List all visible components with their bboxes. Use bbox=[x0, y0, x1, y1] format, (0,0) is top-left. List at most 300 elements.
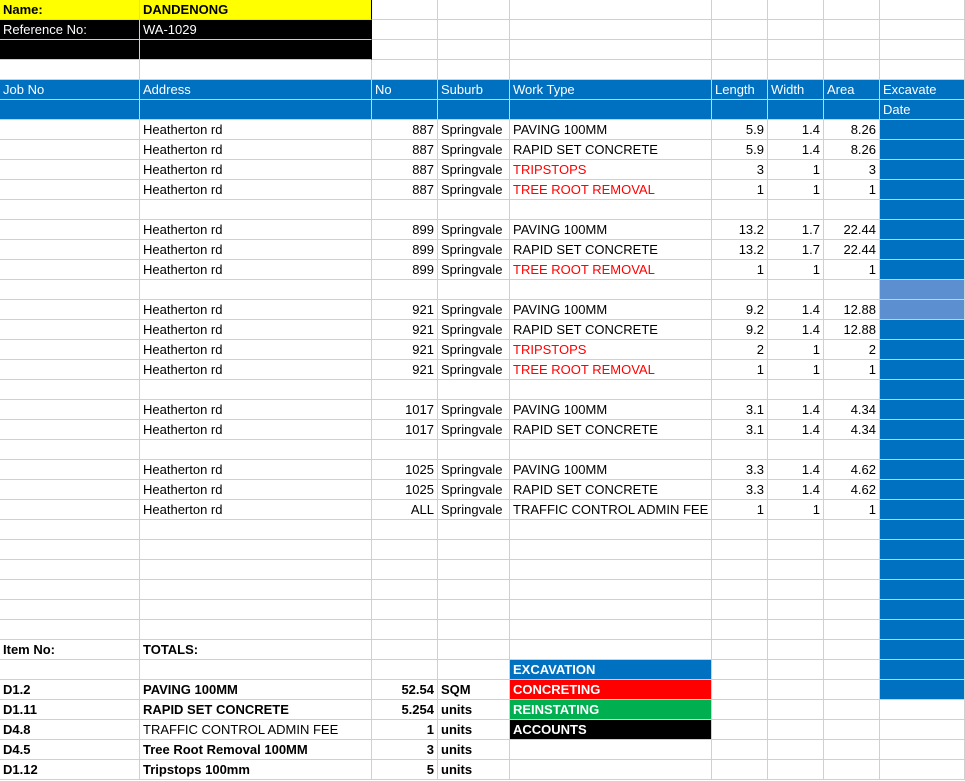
legend-concreting[interactable]: CONCRETING bbox=[510, 680, 712, 700]
empty-cell[interactable] bbox=[372, 40, 438, 60]
width-cell[interactable]: 1 bbox=[768, 260, 824, 280]
empty-cell[interactable] bbox=[712, 700, 768, 720]
length-cell[interactable]: 1 bbox=[712, 180, 768, 200]
street-no-cell[interactable]: 1025 bbox=[372, 480, 438, 500]
excavate-date-cell[interactable] bbox=[880, 300, 965, 320]
length-cell[interactable]: 2 bbox=[712, 340, 768, 360]
empty-cell[interactable] bbox=[712, 20, 768, 40]
excavate-date-cell[interactable] bbox=[880, 740, 965, 760]
excavate-date-cell[interactable] bbox=[880, 140, 965, 160]
empty-cell[interactable] bbox=[768, 560, 824, 580]
excavate-date-cell[interactable] bbox=[880, 120, 965, 140]
work-type-cell[interactable]: RAPID SET CONCRETE bbox=[510, 420, 712, 440]
empty-cell[interactable] bbox=[372, 60, 438, 80]
address-cell[interactable]: Heatherton rd bbox=[140, 320, 372, 340]
excavate-date-cell[interactable] bbox=[880, 560, 965, 580]
suburb-cell[interactable]: Springvale bbox=[438, 220, 510, 240]
empty-cell[interactable] bbox=[712, 540, 768, 560]
suburb-cell[interactable]: Springvale bbox=[438, 320, 510, 340]
empty-cell[interactable] bbox=[880, 20, 965, 40]
empty-cell[interactable] bbox=[824, 600, 880, 620]
empty-cell[interactable] bbox=[372, 20, 438, 40]
length-cell[interactable]: 3.1 bbox=[712, 400, 768, 420]
street-no-cell[interactable]: 921 bbox=[372, 300, 438, 320]
suburb-cell[interactable]: Springvale bbox=[438, 480, 510, 500]
empty-cell[interactable] bbox=[824, 520, 880, 540]
job-no-cell[interactable] bbox=[0, 300, 140, 320]
empty-cell[interactable] bbox=[372, 640, 438, 660]
empty-cell[interactable] bbox=[768, 280, 824, 300]
length-cell[interactable]: 1 bbox=[712, 260, 768, 280]
empty-cell[interactable] bbox=[768, 720, 824, 740]
empty-cell[interactable] bbox=[372, 620, 438, 640]
empty-cell[interactable] bbox=[140, 440, 372, 460]
header-suburb[interactable]: Suburb bbox=[438, 80, 510, 100]
excavate-date-cell[interactable] bbox=[880, 620, 965, 640]
suburb-cell[interactable]: Springvale bbox=[438, 260, 510, 280]
empty-cell[interactable] bbox=[824, 20, 880, 40]
empty-cell[interactable] bbox=[510, 620, 712, 640]
length-cell[interactable]: 5.9 bbox=[712, 120, 768, 140]
area-cell[interactable]: 1 bbox=[824, 260, 880, 280]
address-cell[interactable]: Heatherton rd bbox=[140, 500, 372, 520]
work-type-cell[interactable]: PAVING 100MM bbox=[510, 460, 712, 480]
address-cell[interactable]: Heatherton rd bbox=[140, 460, 372, 480]
excavate-date-cell[interactable] bbox=[880, 340, 965, 360]
empty-cell[interactable] bbox=[712, 600, 768, 620]
excavate-date-cell[interactable] bbox=[880, 240, 965, 260]
street-no-cell[interactable]: 887 bbox=[372, 120, 438, 140]
empty-cell[interactable] bbox=[372, 540, 438, 560]
empty-cell[interactable] bbox=[438, 440, 510, 460]
job-no-cell[interactable] bbox=[0, 400, 140, 420]
address-cell[interactable]: Heatherton rd bbox=[140, 420, 372, 440]
total-unit[interactable]: units bbox=[438, 740, 510, 760]
empty-cell[interactable] bbox=[768, 580, 824, 600]
empty-cell[interactable] bbox=[824, 720, 880, 740]
totals-label[interactable]: TOTALS: bbox=[140, 640, 372, 660]
suburb-cell[interactable]: Springvale bbox=[438, 400, 510, 420]
header-job-no[interactable]: Job No bbox=[0, 80, 140, 100]
empty-cell[interactable] bbox=[880, 0, 965, 20]
excavate-date-cell[interactable] bbox=[880, 540, 965, 560]
empty-cell[interactable] bbox=[140, 620, 372, 640]
empty-cell[interactable] bbox=[768, 700, 824, 720]
job-no-cell[interactable] bbox=[0, 360, 140, 380]
job-no-cell[interactable] bbox=[0, 120, 140, 140]
empty-cell[interactable] bbox=[438, 20, 510, 40]
total-unit[interactable]: SQM bbox=[438, 680, 510, 700]
empty-cell[interactable] bbox=[140, 200, 372, 220]
empty-cell[interactable] bbox=[140, 540, 372, 560]
empty-cell[interactable] bbox=[0, 660, 140, 680]
empty-cell[interactable] bbox=[712, 740, 768, 760]
street-no-cell[interactable]: 921 bbox=[372, 340, 438, 360]
area-cell[interactable]: 22.44 bbox=[824, 220, 880, 240]
empty-cell[interactable] bbox=[712, 440, 768, 460]
empty-cell[interactable] bbox=[0, 580, 140, 600]
empty-cell[interactable] bbox=[824, 200, 880, 220]
empty-cell[interactable] bbox=[510, 640, 712, 660]
address-cell[interactable]: Heatherton rd bbox=[140, 260, 372, 280]
header-area[interactable]: Area bbox=[824, 80, 880, 100]
width-cell[interactable]: 1 bbox=[768, 500, 824, 520]
excavate-date-cell[interactable] bbox=[880, 160, 965, 180]
street-no-cell[interactable]: 1017 bbox=[372, 420, 438, 440]
suburb-cell[interactable]: Springvale bbox=[438, 340, 510, 360]
empty-cell[interactable] bbox=[140, 280, 372, 300]
length-cell[interactable]: 13.2 bbox=[712, 240, 768, 260]
area-cell[interactable]: 22.44 bbox=[824, 240, 880, 260]
header-blank[interactable] bbox=[438, 100, 510, 120]
length-cell[interactable]: 1 bbox=[712, 500, 768, 520]
empty-cell[interactable] bbox=[712, 200, 768, 220]
excavate-date-cell[interactable] bbox=[880, 280, 965, 300]
area-cell[interactable]: 4.34 bbox=[824, 420, 880, 440]
excavate-date-cell[interactable] bbox=[880, 500, 965, 520]
empty-cell[interactable] bbox=[824, 620, 880, 640]
length-cell[interactable]: 9.2 bbox=[712, 320, 768, 340]
empty-cell[interactable] bbox=[0, 620, 140, 640]
empty-cell[interactable] bbox=[510, 60, 712, 80]
empty-cell[interactable] bbox=[712, 720, 768, 740]
empty-cell[interactable] bbox=[768, 760, 824, 780]
empty-cell[interactable] bbox=[712, 60, 768, 80]
width-cell[interactable]: 1 bbox=[768, 180, 824, 200]
total-quantity[interactable]: 5 bbox=[372, 760, 438, 780]
address-cell[interactable]: Heatherton rd bbox=[140, 240, 372, 260]
area-cell[interactable]: 12.88 bbox=[824, 320, 880, 340]
empty-cell[interactable] bbox=[712, 620, 768, 640]
area-cell[interactable]: 4.62 bbox=[824, 460, 880, 480]
empty-cell[interactable] bbox=[712, 640, 768, 660]
empty-cell[interactable] bbox=[438, 380, 510, 400]
total-item-no[interactable]: D1.11 bbox=[0, 700, 140, 720]
empty-cell[interactable] bbox=[712, 680, 768, 700]
excavate-date-cell[interactable] bbox=[880, 440, 965, 460]
area-cell[interactable]: 8.26 bbox=[824, 120, 880, 140]
street-no-cell[interactable]: 887 bbox=[372, 180, 438, 200]
empty-cell[interactable] bbox=[880, 40, 965, 60]
empty-cell[interactable] bbox=[768, 440, 824, 460]
width-cell[interactable]: 1.7 bbox=[768, 220, 824, 240]
total-unit[interactable]: units bbox=[438, 760, 510, 780]
address-cell[interactable]: Heatherton rd bbox=[140, 300, 372, 320]
total-description[interactable]: Tree Root Removal 100MM bbox=[140, 740, 372, 760]
legend-reinstating[interactable]: REINSTATING bbox=[510, 700, 712, 720]
empty-cell[interactable] bbox=[824, 560, 880, 580]
empty-cell[interactable] bbox=[0, 600, 140, 620]
empty-cell[interactable] bbox=[712, 280, 768, 300]
area-cell[interactable]: 2 bbox=[824, 340, 880, 360]
empty-cell[interactable] bbox=[510, 580, 712, 600]
header-blank[interactable] bbox=[768, 100, 824, 120]
job-no-cell[interactable] bbox=[0, 160, 140, 180]
empty-cell[interactable] bbox=[372, 660, 438, 680]
empty-cell[interactable] bbox=[140, 520, 372, 540]
empty-cell[interactable] bbox=[372, 440, 438, 460]
empty-cell[interactable] bbox=[438, 620, 510, 640]
empty-cell[interactable] bbox=[438, 200, 510, 220]
street-no-cell[interactable]: 887 bbox=[372, 160, 438, 180]
empty-cell[interactable] bbox=[372, 380, 438, 400]
empty-cell[interactable] bbox=[0, 380, 140, 400]
work-type-cell[interactable]: TREE ROOT REMOVAL bbox=[510, 360, 712, 380]
excavate-date-cell[interactable] bbox=[880, 400, 965, 420]
empty-cell[interactable] bbox=[824, 760, 880, 780]
empty-cell[interactable] bbox=[510, 540, 712, 560]
empty-cell[interactable] bbox=[768, 60, 824, 80]
empty-cell[interactable] bbox=[824, 380, 880, 400]
work-type-cell[interactable]: RAPID SET CONCRETE bbox=[510, 140, 712, 160]
width-cell[interactable]: 1.4 bbox=[768, 460, 824, 480]
width-cell[interactable]: 1.4 bbox=[768, 420, 824, 440]
empty-cell[interactable] bbox=[0, 520, 140, 540]
name-label[interactable]: Name: bbox=[0, 0, 140, 20]
width-cell[interactable]: 1.4 bbox=[768, 120, 824, 140]
suburb-cell[interactable]: Springvale bbox=[438, 140, 510, 160]
empty-cell[interactable] bbox=[510, 20, 712, 40]
length-cell[interactable]: 13.2 bbox=[712, 220, 768, 240]
total-quantity[interactable]: 3 bbox=[372, 740, 438, 760]
empty-cell[interactable] bbox=[372, 520, 438, 540]
empty-cell[interactable] bbox=[712, 520, 768, 540]
width-cell[interactable]: 1 bbox=[768, 340, 824, 360]
length-cell[interactable]: 3 bbox=[712, 160, 768, 180]
header-blank[interactable] bbox=[0, 100, 140, 120]
empty-cell[interactable] bbox=[768, 540, 824, 560]
empty-cell[interactable] bbox=[712, 660, 768, 680]
area-cell[interactable]: 1 bbox=[824, 180, 880, 200]
length-cell[interactable]: 9.2 bbox=[712, 300, 768, 320]
job-no-cell[interactable] bbox=[0, 240, 140, 260]
empty-cell[interactable] bbox=[140, 60, 372, 80]
excavate-date-cell[interactable] bbox=[880, 220, 965, 240]
suburb-cell[interactable]: Springvale bbox=[438, 500, 510, 520]
reference-value[interactable]: WA-1029 bbox=[140, 20, 372, 40]
empty-cell[interactable] bbox=[824, 580, 880, 600]
empty-cell[interactable] bbox=[0, 280, 140, 300]
work-type-cell[interactable]: RAPID SET CONCRETE bbox=[510, 240, 712, 260]
excavate-date-cell[interactable] bbox=[880, 580, 965, 600]
excavate-date-cell[interactable] bbox=[880, 380, 965, 400]
job-no-cell[interactable] bbox=[0, 140, 140, 160]
total-item-no[interactable]: D1.2 bbox=[0, 680, 140, 700]
total-quantity[interactable]: 1 bbox=[372, 720, 438, 740]
empty-cell[interactable] bbox=[0, 540, 140, 560]
empty-cell[interactable] bbox=[510, 520, 712, 540]
work-type-cell[interactable]: RAPID SET CONCRETE bbox=[510, 480, 712, 500]
empty-cell[interactable] bbox=[140, 580, 372, 600]
job-no-cell[interactable] bbox=[0, 500, 140, 520]
address-cell[interactable]: Heatherton rd bbox=[140, 400, 372, 420]
reference-fill[interactable] bbox=[140, 40, 372, 60]
total-quantity[interactable]: 5.254 bbox=[372, 700, 438, 720]
work-type-cell[interactable]: PAVING 100MM bbox=[510, 220, 712, 240]
empty-cell[interactable] bbox=[510, 740, 712, 760]
work-type-cell[interactable]: PAVING 100MM bbox=[510, 120, 712, 140]
work-type-cell[interactable]: RAPID SET CONCRETE bbox=[510, 320, 712, 340]
length-cell[interactable]: 3.1 bbox=[712, 420, 768, 440]
street-no-cell[interactable]: 899 bbox=[372, 220, 438, 240]
street-no-cell[interactable]: 899 bbox=[372, 240, 438, 260]
suburb-cell[interactable]: Springvale bbox=[438, 160, 510, 180]
suburb-cell[interactable]: Springvale bbox=[438, 460, 510, 480]
total-description[interactable]: Tripstops 100mm bbox=[140, 760, 372, 780]
reference-fill[interactable] bbox=[0, 40, 140, 60]
empty-cell[interactable] bbox=[510, 440, 712, 460]
empty-cell[interactable] bbox=[438, 280, 510, 300]
empty-cell[interactable] bbox=[140, 380, 372, 400]
excavate-date-cell[interactable] bbox=[880, 520, 965, 540]
total-item-no[interactable]: D4.5 bbox=[0, 740, 140, 760]
empty-cell[interactable] bbox=[824, 440, 880, 460]
empty-cell[interactable] bbox=[510, 560, 712, 580]
street-no-cell[interactable]: 899 bbox=[372, 260, 438, 280]
empty-cell[interactable] bbox=[510, 200, 712, 220]
work-type-cell[interactable]: TRIPSTOPS bbox=[510, 160, 712, 180]
empty-cell[interactable] bbox=[140, 600, 372, 620]
address-cell[interactable]: Heatherton rd bbox=[140, 180, 372, 200]
excavate-date-cell[interactable] bbox=[880, 680, 965, 700]
empty-cell[interactable] bbox=[438, 0, 510, 20]
width-cell[interactable]: 1.4 bbox=[768, 480, 824, 500]
empty-cell[interactable] bbox=[0, 560, 140, 580]
excavate-date-cell[interactable] bbox=[880, 460, 965, 480]
empty-cell[interactable] bbox=[712, 40, 768, 60]
empty-cell[interactable] bbox=[0, 60, 140, 80]
width-cell[interactable]: 1.4 bbox=[768, 320, 824, 340]
empty-cell[interactable] bbox=[372, 200, 438, 220]
empty-cell[interactable] bbox=[824, 700, 880, 720]
work-type-cell[interactable]: TREE ROOT REMOVAL bbox=[510, 180, 712, 200]
empty-cell[interactable] bbox=[438, 640, 510, 660]
empty-cell[interactable] bbox=[768, 680, 824, 700]
area-cell[interactable]: 12.88 bbox=[824, 300, 880, 320]
area-cell[interactable]: 1 bbox=[824, 360, 880, 380]
empty-cell[interactable] bbox=[438, 580, 510, 600]
header-blank[interactable] bbox=[712, 100, 768, 120]
empty-cell[interactable] bbox=[510, 0, 712, 20]
total-unit[interactable]: units bbox=[438, 720, 510, 740]
suburb-cell[interactable]: Springvale bbox=[438, 300, 510, 320]
empty-cell[interactable] bbox=[768, 380, 824, 400]
total-item-no[interactable]: D1.12 bbox=[0, 760, 140, 780]
empty-cell[interactable] bbox=[712, 0, 768, 20]
address-cell[interactable]: Heatherton rd bbox=[140, 360, 372, 380]
empty-cell[interactable] bbox=[372, 600, 438, 620]
excavate-date-cell[interactable] bbox=[880, 200, 965, 220]
empty-cell[interactable] bbox=[712, 380, 768, 400]
job-no-cell[interactable] bbox=[0, 260, 140, 280]
suburb-cell[interactable]: Springvale bbox=[438, 180, 510, 200]
address-cell[interactable]: Heatherton rd bbox=[140, 220, 372, 240]
excavate-date-cell[interactable] bbox=[880, 320, 965, 340]
suburb-cell[interactable]: Springvale bbox=[438, 120, 510, 140]
header-blank[interactable] bbox=[140, 100, 372, 120]
empty-cell[interactable] bbox=[712, 760, 768, 780]
length-cell[interactable]: 5.9 bbox=[712, 140, 768, 160]
excavate-date-cell[interactable] bbox=[880, 360, 965, 380]
width-cell[interactable]: 1.4 bbox=[768, 140, 824, 160]
header-address[interactable]: Address bbox=[140, 80, 372, 100]
address-cell[interactable]: Heatherton rd bbox=[140, 120, 372, 140]
empty-cell[interactable] bbox=[712, 560, 768, 580]
empty-cell[interactable] bbox=[712, 580, 768, 600]
work-type-cell[interactable]: TREE ROOT REMOVAL bbox=[510, 260, 712, 280]
empty-cell[interactable] bbox=[438, 40, 510, 60]
excavate-date-cell[interactable] bbox=[880, 420, 965, 440]
total-unit[interactable]: units bbox=[438, 700, 510, 720]
width-cell[interactable]: 1.7 bbox=[768, 240, 824, 260]
work-type-cell[interactable]: TRIPSTOPS bbox=[510, 340, 712, 360]
address-cell[interactable]: Heatherton rd bbox=[140, 480, 372, 500]
empty-cell[interactable] bbox=[438, 560, 510, 580]
empty-cell[interactable] bbox=[824, 640, 880, 660]
street-no-cell[interactable]: 887 bbox=[372, 140, 438, 160]
excavate-date-cell[interactable] bbox=[880, 600, 965, 620]
area-cell[interactable]: 1 bbox=[824, 500, 880, 520]
length-cell[interactable]: 3.3 bbox=[712, 480, 768, 500]
address-cell[interactable]: Heatherton rd bbox=[140, 140, 372, 160]
header-blank[interactable] bbox=[372, 100, 438, 120]
empty-cell[interactable] bbox=[768, 0, 824, 20]
empty-cell[interactable] bbox=[510, 760, 712, 780]
street-no-cell[interactable]: 1025 bbox=[372, 460, 438, 480]
empty-cell[interactable] bbox=[438, 600, 510, 620]
excavate-date-cell[interactable] bbox=[880, 640, 965, 660]
width-cell[interactable]: 1.4 bbox=[768, 400, 824, 420]
street-no-cell[interactable]: 1017 bbox=[372, 400, 438, 420]
excavate-date-cell[interactable] bbox=[880, 260, 965, 280]
empty-cell[interactable] bbox=[372, 280, 438, 300]
header-length[interactable]: Length bbox=[712, 80, 768, 100]
empty-cell[interactable] bbox=[880, 60, 965, 80]
empty-cell[interactable] bbox=[372, 0, 438, 20]
empty-cell[interactable] bbox=[768, 200, 824, 220]
street-no-cell[interactable]: 921 bbox=[372, 320, 438, 340]
suburb-cell[interactable]: Springvale bbox=[438, 240, 510, 260]
empty-cell[interactable] bbox=[438, 520, 510, 540]
item-no-label[interactable]: Item No: bbox=[0, 640, 140, 660]
work-type-cell[interactable]: PAVING 100MM bbox=[510, 300, 712, 320]
width-cell[interactable]: 1.4 bbox=[768, 300, 824, 320]
width-cell[interactable]: 1 bbox=[768, 360, 824, 380]
job-no-cell[interactable] bbox=[0, 420, 140, 440]
area-cell[interactable]: 8.26 bbox=[824, 140, 880, 160]
excavate-date-cell[interactable] bbox=[880, 760, 965, 780]
empty-cell[interactable] bbox=[824, 40, 880, 60]
job-no-cell[interactable] bbox=[0, 460, 140, 480]
job-no-cell[interactable] bbox=[0, 340, 140, 360]
empty-cell[interactable] bbox=[372, 580, 438, 600]
empty-cell[interactable] bbox=[824, 740, 880, 760]
header-excavate[interactable]: Excavate bbox=[880, 80, 965, 100]
excavate-date-cell[interactable] bbox=[880, 180, 965, 200]
empty-cell[interactable] bbox=[824, 60, 880, 80]
length-cell[interactable]: 1 bbox=[712, 360, 768, 380]
suburb-cell[interactable]: Springvale bbox=[438, 420, 510, 440]
empty-cell[interactable] bbox=[768, 600, 824, 620]
empty-cell[interactable] bbox=[824, 0, 880, 20]
area-cell[interactable]: 3 bbox=[824, 160, 880, 180]
empty-cell[interactable] bbox=[438, 540, 510, 560]
empty-cell[interactable] bbox=[768, 40, 824, 60]
job-no-cell[interactable] bbox=[0, 480, 140, 500]
street-no-cell[interactable]: 921 bbox=[372, 360, 438, 380]
empty-cell[interactable] bbox=[140, 560, 372, 580]
empty-cell[interactable] bbox=[510, 280, 712, 300]
